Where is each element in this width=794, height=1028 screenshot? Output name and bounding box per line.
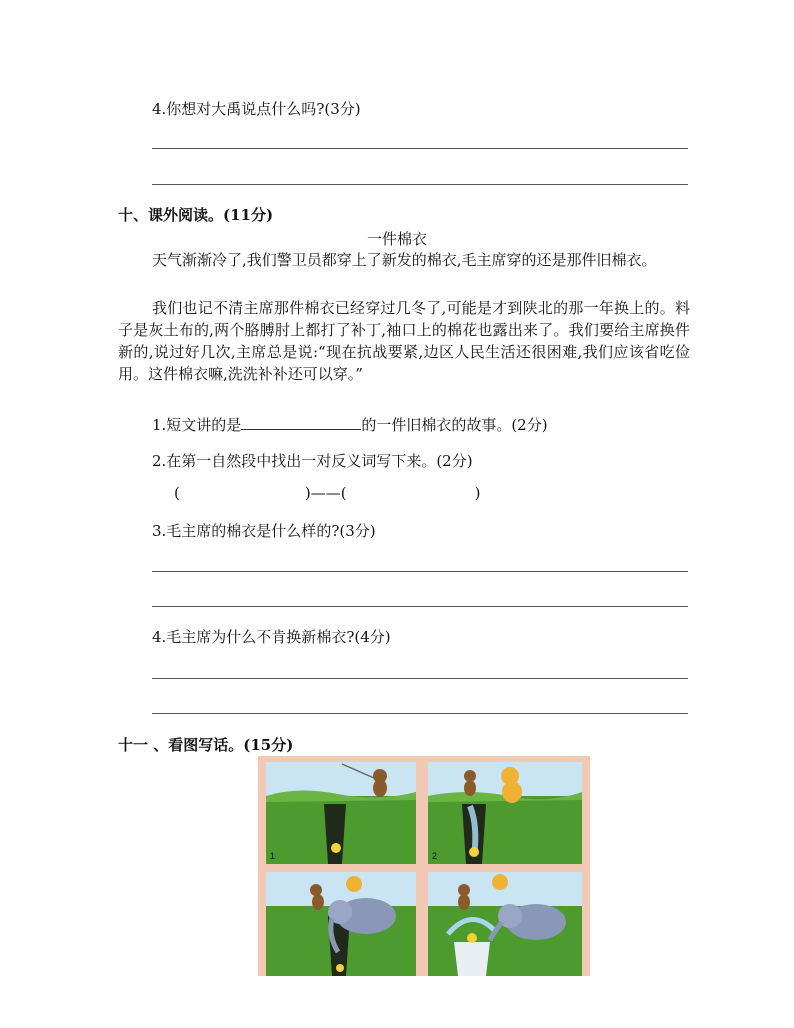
- comic-strip-image: [258, 756, 590, 976]
- monkey-icon: [310, 884, 322, 896]
- right-paren: ): [474, 484, 481, 502]
- comic-panel-2: [428, 762, 582, 864]
- comic-panel-3: [266, 872, 416, 976]
- answer-line[interactable]: [152, 148, 688, 149]
- middle-separator: )——(: [304, 484, 347, 502]
- question-1-text-before: 1.短文讲的是: [152, 416, 242, 434]
- story-paragraph-1: 天气渐渐冷了,我们警卫员都穿上了新发的棉衣,毛主席穿的还是那件旧棉衣。: [152, 251, 657, 269]
- story-paragraph-2: 我们也记不清主席那件棉衣已经穿过几冬了,可能是才到陕北的那一年换上的。料子是灰土布的,两个胳膊肘上都打了补丁,袖口上的棉花也露出来了。我们要给主席换件新的,说过好几次,主席总是说:“现在抗战要紧,边区人民生活还很困难,我们应该省吃俭用。这件棉衣嘛,洗洗补补还可以穿。”: [118, 299, 690, 383]
- fill-blank[interactable]: [241, 415, 361, 430]
- answer-line[interactable]: [152, 606, 688, 607]
- duckling-icon: [331, 843, 341, 853]
- duckling-icon: [336, 964, 344, 972]
- answer-line[interactable]: [152, 184, 688, 185]
- question-1-text-after: 的一件旧棉衣的故事。(2分): [361, 416, 548, 434]
- bear-icon: [346, 876, 362, 892]
- water-filled-hole: [454, 942, 490, 976]
- question-3: 3.毛主席的棉衣是什么样的?(3分): [152, 522, 376, 540]
- section-11-heading: 十一 、看图写话。(15分): [118, 736, 294, 754]
- left-paren: (: [174, 484, 180, 502]
- answer-line[interactable]: [152, 571, 688, 572]
- question-4: 4.毛主席为什么不肯换新棉衣?(4分): [152, 628, 391, 646]
- story-title: 一件棉衣: [366, 230, 427, 248]
- bear-icon: [492, 874, 508, 890]
- question-2: 2.在第一自然段中找出一对反义词写下来。(2分): [152, 452, 473, 470]
- panel-number-2: 2: [432, 851, 438, 861]
- answer-line[interactable]: [152, 713, 688, 714]
- panel-number-1: 1: [270, 851, 276, 861]
- question-4-dayu: 4.你想对大禹说点什么吗?(3分): [152, 100, 361, 118]
- comic-panel-4: [428, 872, 582, 976]
- question-1: [152, 414, 548, 435]
- answer-line[interactable]: [152, 678, 688, 679]
- duckling-icon: [469, 847, 479, 857]
- antonym-answer-row[interactable]: [174, 484, 480, 502]
- comic-panel-1: [266, 762, 416, 864]
- duckling-icon: [467, 933, 477, 943]
- section-10-heading: 十、课外阅读。(11分): [118, 206, 274, 224]
